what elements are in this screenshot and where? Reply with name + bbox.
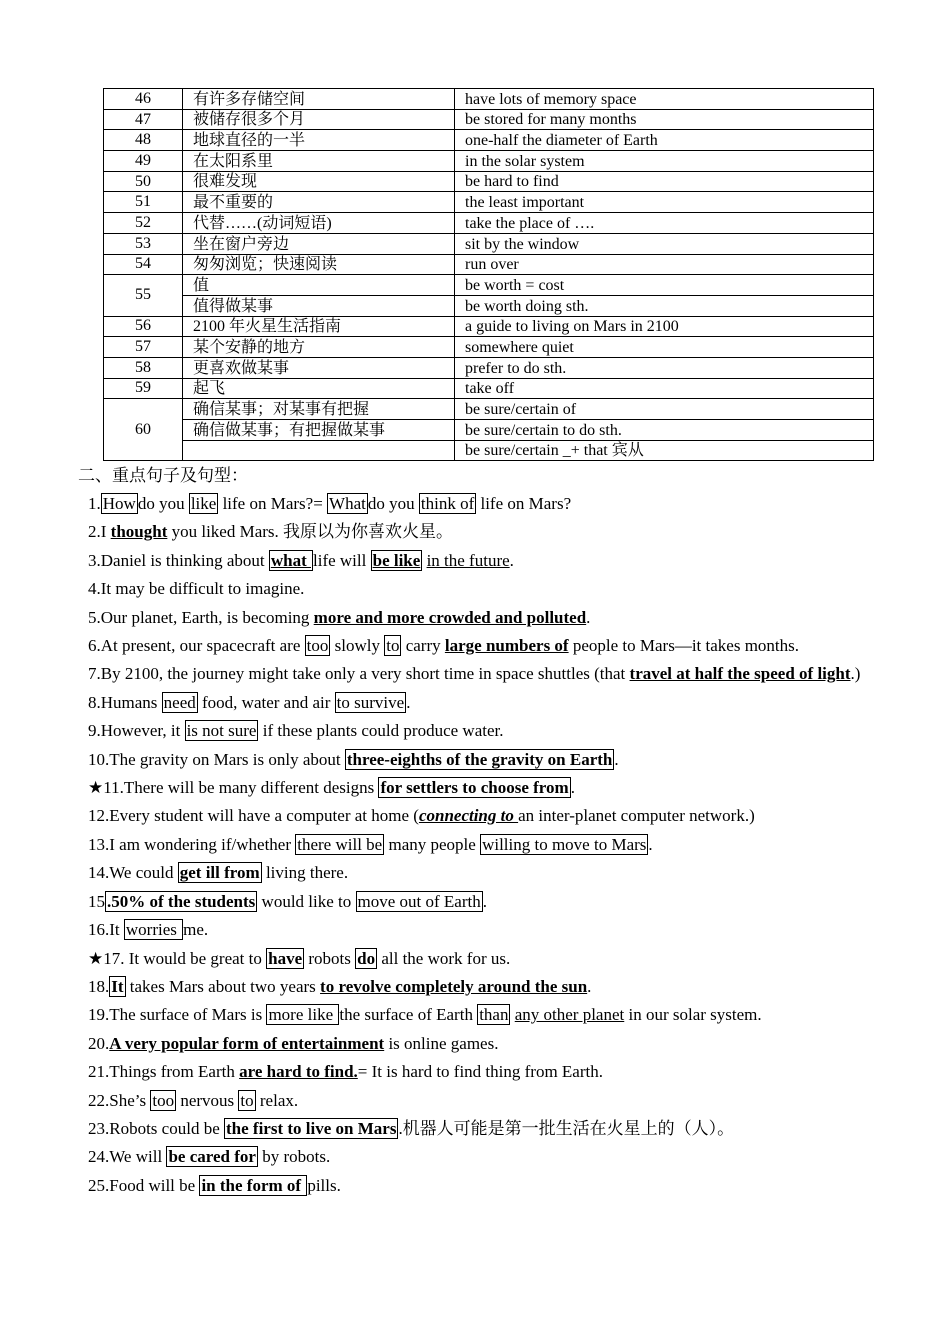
row-number: 50 <box>104 171 183 192</box>
text-run: would like to <box>257 891 356 911</box>
boxed-phrase: in the form of <box>201 1175 306 1195</box>
text-run: 20. <box>88 1033 110 1053</box>
sentence <box>88 547 908 575</box>
table-row <box>104 171 874 192</box>
text-run: life on Mars?= <box>218 494 328 513</box>
boxed-phrase: too <box>152 1090 175 1110</box>
row-number: 56 <box>104 316 183 337</box>
text-run: 8.Humans <box>88 692 162 712</box>
underlined-phrase: any other planet <box>514 1005 625 1025</box>
table-row <box>104 275 874 296</box>
row-number: 59 <box>104 378 183 399</box>
english-phrase: the least important <box>455 192 874 213</box>
underlined-phrase: in the future <box>426 550 510 570</box>
boxed-phrase: worries <box>125 920 182 940</box>
boxed-phrase: to <box>386 636 400 656</box>
text-run: 18. <box>88 976 110 996</box>
table-row <box>104 337 874 358</box>
text-run: 14.We could <box>88 863 178 883</box>
boxed-phrase: too <box>306 636 329 656</box>
text-run: relax. <box>255 1090 299 1110</box>
text-run: in our solar system. <box>624 1005 762 1025</box>
boxed-phrase: be cared for <box>168 1147 256 1167</box>
english-phrase: be sure/certain to do sth. <box>455 420 874 441</box>
chinese-phrase: 在太阳系里 <box>183 151 455 172</box>
text-run: 12.Every student will have a computer at home ( <box>88 806 419 826</box>
key-phrase: connecting to <box>418 806 519 826</box>
text-run: . <box>482 891 487 911</box>
text-run: by robots. <box>257 1147 331 1167</box>
sentence <box>88 1001 908 1029</box>
sentence <box>88 746 908 774</box>
row-number: 53 <box>104 233 183 254</box>
sentence <box>88 1087 908 1115</box>
text-run: . <box>406 692 411 712</box>
row-number: 60 <box>104 399 183 461</box>
table-row <box>104 420 874 441</box>
text-run: 5.Our planet, Earth, is becoming <box>88 607 314 627</box>
sentence <box>88 859 908 887</box>
key-phrase: to revolve completely around the sun <box>320 976 588 996</box>
text-run: . <box>509 550 514 570</box>
sentence <box>88 1172 908 1200</box>
table-row <box>104 399 874 420</box>
table-row <box>104 233 874 254</box>
english-phrase: one-half the diameter of Earth <box>455 130 874 151</box>
boxed-phrase: do <box>357 948 376 968</box>
chinese-phrase: 最不重要的 <box>183 192 455 213</box>
table-row <box>104 151 874 172</box>
text-run: all the work for us. <box>377 948 511 968</box>
boxed-phrase: have <box>268 948 303 968</box>
row-number: 48 <box>104 130 183 151</box>
boxed-phrase: three-eighths of the gravity on Earth <box>346 749 613 769</box>
sentence <box>88 689 908 717</box>
boxed-phrase: to <box>240 1090 254 1110</box>
text-run: pills. <box>307 1175 341 1195</box>
text-run: 15 <box>88 891 105 911</box>
text-run: is online games. <box>384 1033 499 1053</box>
text-run: ★11.There will be many different designs <box>88 778 379 798</box>
boxed-phrase: the first to live on Mars <box>226 1118 397 1138</box>
table-row <box>104 378 874 399</box>
boxed-phrase: is not sure <box>186 721 257 741</box>
sentence <box>88 774 908 802</box>
row-number: 55 <box>104 275 183 316</box>
sentence <box>88 888 908 916</box>
chinese-phrase: 2100 年火星生活指南 <box>183 316 455 337</box>
sentence <box>88 916 908 944</box>
text-run: many people <box>384 834 481 854</box>
english-phrase: a guide to living on Mars in 2100 <box>455 316 874 337</box>
table-row <box>104 440 874 461</box>
chinese-phrase: 值得做某事 <box>183 295 455 316</box>
key-phrase: A very popular form of entertainment <box>109 1033 385 1053</box>
sentence <box>88 1143 908 1171</box>
boxed-phrase: .50% of the students <box>107 891 256 911</box>
text-run: you liked Mars. 我原以为你喜欢火星。 <box>167 522 454 542</box>
text-run: 22.She’s <box>88 1090 151 1110</box>
row-number: 52 <box>104 213 183 234</box>
table-row <box>104 192 874 213</box>
key-phrase: thought <box>110 522 168 542</box>
row-number: 51 <box>104 192 183 213</box>
text-run: 24.We will <box>88 1147 167 1167</box>
sentence <box>88 604 908 632</box>
text-run: do you <box>367 494 419 513</box>
english-phrase: run over <box>455 254 874 275</box>
english-phrase: be sure/certain _+ that 宾从 <box>455 440 874 461</box>
chinese-phrase: 确信某事；对某事有把握 <box>183 399 455 420</box>
row-number: 54 <box>104 254 183 275</box>
chinese-phrase: 更喜欢做某事 <box>183 357 455 378</box>
row-number: 58 <box>104 357 183 378</box>
text-run: . <box>570 778 575 798</box>
boxed-phrase: for settlers to choose from <box>380 778 569 798</box>
text-run: the surface of Earth <box>339 1005 478 1025</box>
text-run: . <box>587 976 592 996</box>
chinese-phrase: 起飞 <box>183 378 455 399</box>
text-run: 3.Daniel is thinking about <box>88 550 269 570</box>
text-run: 4.It may be difficult to imagine. <box>88 579 305 599</box>
text-run: 7.By 2100, the journey might take only a very short time in space shuttles (that <box>88 664 630 684</box>
row-number: 57 <box>104 337 183 358</box>
boxed-phrase: need <box>163 692 196 712</box>
text-run: an inter-planet computer network.) <box>518 806 755 826</box>
text-run: living there. <box>261 863 349 883</box>
english-phrase: be worth = cost <box>455 275 874 296</box>
text-run: me. <box>183 920 209 940</box>
table-row <box>104 109 874 130</box>
text-run: 13.I am wondering if/whether <box>88 834 296 854</box>
text-run: do you <box>137 494 189 513</box>
text-run: 23.Robots could be <box>88 1118 224 1138</box>
chinese-phrase: 有许多存储空间 <box>183 89 455 110</box>
english-phrase: in the solar system <box>455 151 874 172</box>
sentence <box>88 632 908 660</box>
table-row <box>104 357 874 378</box>
table-row <box>104 130 874 151</box>
boxed-phrase: what <box>270 550 311 570</box>
text-run: . <box>614 749 619 769</box>
sentence-list <box>88 490 908 1200</box>
english-phrase: prefer to do sth. <box>455 357 874 378</box>
sentence <box>88 1058 908 1086</box>
boxed-phrase: to survive <box>336 692 405 712</box>
text-run: takes Mars about two years <box>125 976 321 996</box>
boxed-phrase: more like <box>268 1005 338 1025</box>
chinese-phrase: 地球直径的一半 <box>183 130 455 151</box>
row-number: 46 <box>104 89 183 110</box>
key-phrase: more and more crowded and polluted <box>313 607 587 627</box>
english-phrase: have lots of memory space <box>455 89 874 110</box>
chinese-phrase: 值 <box>183 275 455 296</box>
chinese-phrase: 代替……(动词短语) <box>183 213 455 234</box>
sentence <box>88 831 908 859</box>
sentence <box>88 575 908 603</box>
text-run: = It is hard to find thing from Earth. <box>357 1062 603 1082</box>
boxed-phrase: get ill from <box>179 863 260 883</box>
english-phrase: sit by the window <box>455 233 874 254</box>
english-phrase: be hard to find <box>455 171 874 192</box>
sentence <box>88 490 908 518</box>
table-row <box>104 89 874 110</box>
key-phrase: large numbers of <box>444 636 569 656</box>
text-run: slowly <box>330 636 385 656</box>
text-run: carry <box>401 636 445 656</box>
boxed-phrase: think of <box>420 494 475 513</box>
boxed-phrase: than <box>479 1005 509 1025</box>
chinese-phrase: 匆匆浏览；快速阅读 <box>183 254 455 275</box>
text-run: .机器人可能是第一批生活在火星上的（人）。 <box>398 1118 735 1138</box>
sentence <box>88 1115 908 1143</box>
chinese-phrase <box>183 440 455 461</box>
english-phrase: somewhere quiet <box>455 337 874 358</box>
text-run: robots <box>304 948 356 968</box>
text-run: 16.It <box>88 920 124 940</box>
english-phrase: take off <box>455 378 874 399</box>
chinese-phrase: 某个安静的地方 <box>183 337 455 358</box>
text-run: if these plants could produce water. <box>258 721 504 741</box>
english-phrase: take the place of …. <box>455 213 874 234</box>
text-run: people to Mars—it takes months. <box>568 636 800 656</box>
sentence <box>88 518 908 546</box>
sentence <box>88 802 908 830</box>
text-run: life on Mars? <box>476 494 572 513</box>
key-phrase: are hard to find. <box>239 1062 358 1082</box>
text-run: . <box>648 834 653 854</box>
text-run: 1. <box>88 494 101 513</box>
chinese-phrase: 坐在窗户旁边 <box>183 233 455 254</box>
text-run: 25.Food will be <box>88 1175 200 1195</box>
boxed-phrase: like <box>190 494 217 513</box>
text-run: 19.The surface of Mars is <box>88 1005 267 1025</box>
text-run: nervous <box>176 1090 239 1110</box>
row-number: 47 <box>104 109 183 130</box>
table-row <box>104 295 874 316</box>
table-row <box>104 316 874 337</box>
boxed-phrase: How <box>102 494 136 513</box>
boxed-phrase: be like <box>372 550 421 570</box>
text-run: .) <box>850 664 861 684</box>
text-run: ★17. It would be great to <box>88 948 267 968</box>
vocab-table <box>103 88 874 461</box>
sentence <box>88 660 908 688</box>
text-run: 10.The gravity on Mars is only about <box>88 749 345 769</box>
text-run: 6.At present, our spacecraft are <box>88 636 305 656</box>
chinese-phrase: 确信做某事；有把握做某事 <box>183 420 455 441</box>
table-row <box>104 254 874 275</box>
text-run: . <box>586 607 591 627</box>
chinese-phrase: 被储存很多个月 <box>183 109 455 130</box>
sentence <box>88 1030 908 1058</box>
sentence <box>88 973 908 1001</box>
english-phrase: be sure/certain of <box>455 399 874 420</box>
english-phrase: be stored for many months <box>455 109 874 130</box>
sentence <box>88 945 908 973</box>
english-phrase: be worth doing sth. <box>455 295 874 316</box>
section-title: 二、重点句子及句型： <box>78 466 248 485</box>
boxed-phrase: there will be <box>297 834 383 854</box>
chinese-phrase: 很难发现 <box>183 171 455 192</box>
text-run: 2.I <box>88 522 111 542</box>
row-number: 49 <box>104 151 183 172</box>
key-phrase: travel at half the speed of light <box>629 664 851 684</box>
sentence <box>88 717 908 745</box>
boxed-phrase: What <box>329 494 366 513</box>
text-run: 21.Things from Earth <box>88 1062 240 1082</box>
boxed-phrase: move out of Earth <box>357 891 481 911</box>
boxed-phrase: willing to move to Mars <box>482 834 647 854</box>
text-run: 9.However, it <box>88 721 185 741</box>
text-run: food, water and air <box>197 692 335 712</box>
text-run: life will <box>313 550 371 570</box>
table-row <box>104 213 874 234</box>
boxed-phrase: It <box>111 976 124 996</box>
